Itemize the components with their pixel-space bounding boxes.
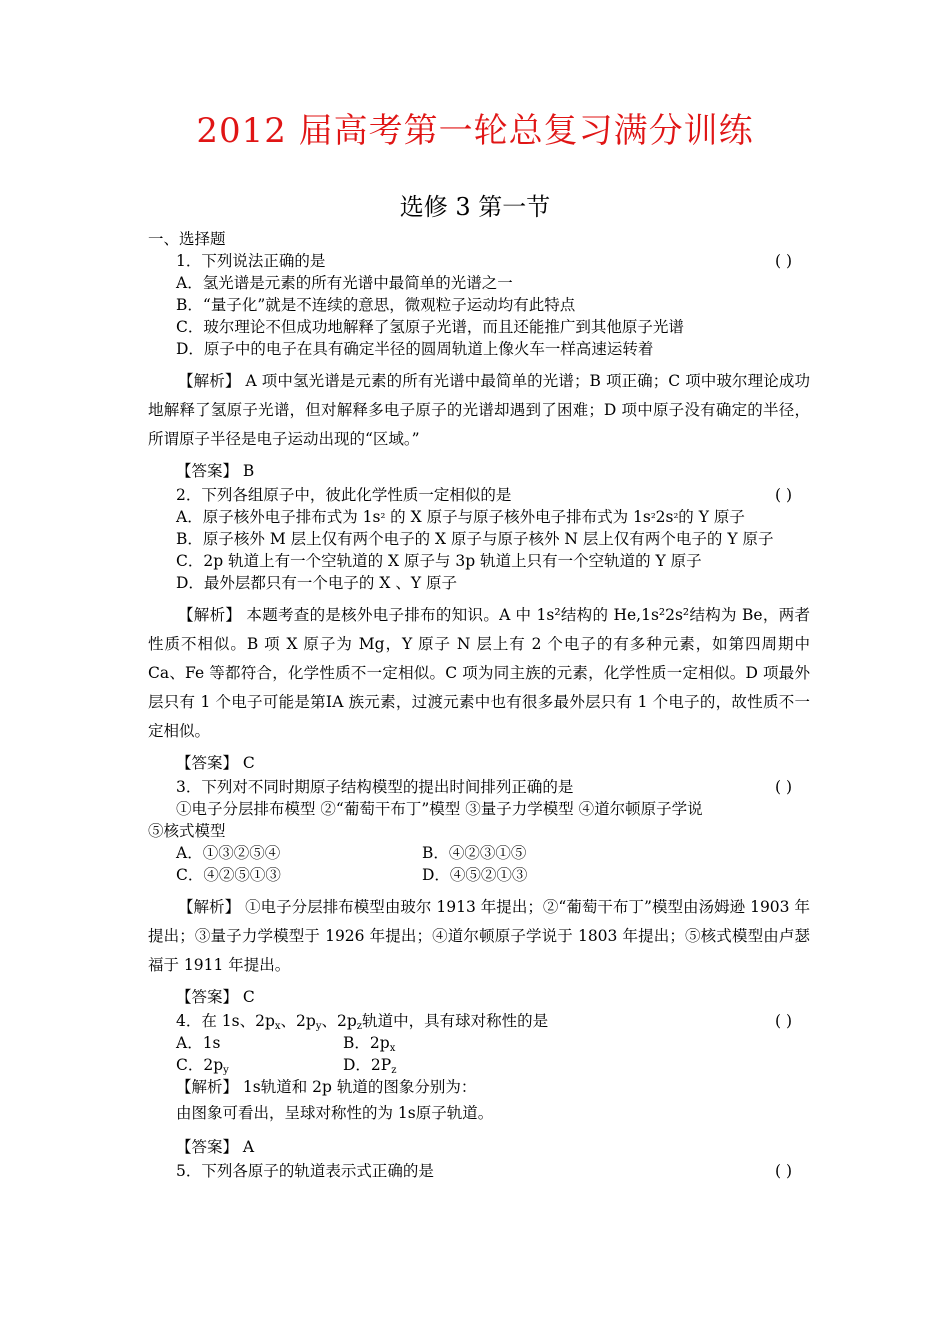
question-3-analysis: 【解析】 ①电子分层排布模型由玻尔 1913 年提出；②“葡萄干布丁”模型由汤姆逊 1903 年提出；③量子力学模型于 1926 年提出；④道尔顿原子学说于 1803 年提出；⑤核式模型由卢瑟福于 1911 年提出。 bbox=[148, 898, 810, 974]
question-3-items: ①电子分层排布模型 ②“葡萄干布丁”模型 ③量子力学模型 ④道尔顿原子学说 bbox=[176, 800, 703, 818]
question-1-option-d: D．原子中的电子在具有确定半径的圆周轨道上像火车一样高速运转着 bbox=[176, 340, 654, 358]
section-heading: 一、选择题 bbox=[148, 230, 226, 248]
question-2-stem: 2．下列各组原子中，彼此化学性质一定相似的是 ( ) bbox=[176, 486, 792, 504]
question-5-stem: 5．下列各原子的轨道表示式正确的是 ( ) bbox=[176, 1162, 792, 1180]
question-3-option-a: A．①③②⑤④ bbox=[176, 844, 281, 862]
question-2-option-d: D．最外层都只有一个电子的 X 、Y 原子 bbox=[176, 574, 457, 592]
question-2-option-a: A．原子核外电子排布式为 1s² 的 X 原子与原子核外电子排布式为 1s²2s²的 Y 原子 bbox=[176, 508, 745, 526]
question-3-option-d: D．④⑤②①③ bbox=[422, 866, 528, 884]
question-3-options-cd bbox=[148, 864, 810, 886]
question-1-answer: 【答案】 B bbox=[176, 462, 255, 480]
question-2-answer: 【答案】 C bbox=[176, 754, 255, 772]
question-1-analysis: 【解析】 A 项中氢光谱是元素的所有光谱中最简单的光谱；B 项正确；C 项中玻尔理论成功地解释了氢原子光谱，但对解释多电子原子的光谱却遇到了困难；D 项中原子没有确定的半径，所谓原子半径是电子运动出现的“区域。” bbox=[148, 372, 810, 448]
question-4-option-c: C．$2p_y$ bbox=[176, 1056, 229, 1076]
question-3-stem: 3．下列对不同时期原子结构模型的提出时间排列正确的是 ( ) bbox=[176, 778, 792, 796]
question-4-options-ab bbox=[148, 1032, 810, 1054]
question-1-option-b: B．“量子化”就是不连续的意思，微观粒子运动均有此特点 bbox=[176, 296, 576, 314]
page-title: 2012 届高考第一轮总复习满分训练 bbox=[196, 111, 754, 151]
question-4-option-b: B．$2p_x$ bbox=[343, 1034, 396, 1054]
question-3-answer: 【答案】 C bbox=[176, 988, 255, 1006]
question-4-options-cd bbox=[148, 1054, 810, 1076]
question-3-option-c: C．④②⑤①③ bbox=[176, 866, 281, 884]
answer-bracket: ( ) bbox=[774, 1162, 792, 1180]
question-1-option-a: A．氢光谱是元素的所有光谱中最简单的光谱之一 bbox=[176, 274, 513, 292]
question-2-option-b: B．原子核外 M 层上仅有两个电子的 X 原子与原子核外 N 层上仅有两个电子的 Y 原子 bbox=[176, 530, 774, 548]
question-3-option-b: B．④②③①⑤ bbox=[422, 844, 527, 862]
question-1-stem: 1．下列说法正确的是 ( ) bbox=[176, 252, 792, 270]
question-4-answer: 【答案】 A bbox=[176, 1138, 255, 1156]
document-body bbox=[148, 228, 810, 1182]
question-4-stem: 4．在 1s、$2p_x$、$2p_y$、$2p_z$轨道中，具有球对称性的是 ( ) bbox=[176, 1012, 792, 1032]
answer-bracket: ( ) bbox=[774, 252, 792, 270]
question-4-analysis-cont: 由图象可看出，呈球对称性的为 1s原子轨道。 bbox=[176, 1104, 494, 1122]
question-4-analysis: 【解析】 1s轨道和 2p 轨道的图象分别为： bbox=[176, 1078, 477, 1096]
question-4-option-a: A．1s bbox=[176, 1034, 221, 1052]
question-1-option-c: C．玻尔理论不但成功地解释了氢原子光谱，而且还能推广到其他原子光谱 bbox=[176, 318, 684, 336]
question-4-option-d: D．$2P_z$ bbox=[343, 1056, 397, 1076]
question-3-options-ab bbox=[148, 842, 810, 864]
answer-bracket: ( ) bbox=[774, 1012, 792, 1030]
answer-bracket: ( ) bbox=[774, 778, 792, 796]
question-2-option-c: C．2p 轨道上有一个空轨道的 X 原子与 3p 轨道上只有一个空轨道的 Y 原子 bbox=[176, 552, 702, 570]
section-subtitle: 选修 3 第一节 bbox=[399, 193, 551, 221]
question-2-analysis: 【解析】 本题考查的是核外电子排布的知识。A 中 1s²结构的 He,1s²2s²结构为 Be，两者性质不相似。B 项 X 原子为 Mg，Y 原子 N 层上有 2 个电子的有多种元素，如第四周期中 Ca、Fe 等都符合，化学性质不一定相似。C 项为同主族的元素，化学性质一定相似。D 项最外层只有 1 个电子可能是第ⅠA 族元素，过渡元素中也有很多最外层只有 1 个电子的，故性质不一定相似。 bbox=[148, 606, 810, 740]
answer-bracket: ( ) bbox=[774, 486, 792, 504]
question-3-items-cont: ⑤核式模型 bbox=[148, 822, 226, 840]
